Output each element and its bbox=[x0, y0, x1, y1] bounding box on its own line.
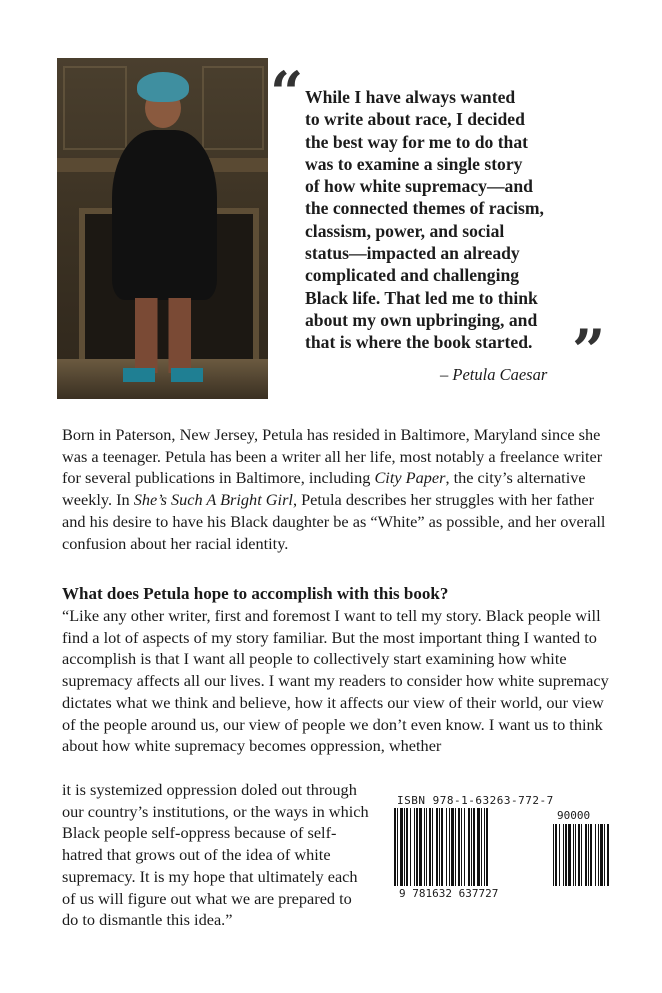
answer-text-continued: it is systemized oppression doled out through our country’s institutions, or the ways in which Black people self-oppress because of self-hatred that grows out of the idea of white supremacy. It is my hope that ultimately each of us will figure out what we are prepared to do to dismantle this idea.” bbox=[62, 780, 369, 930]
author-photo bbox=[57, 58, 268, 399]
pull-quote: While I have always wanted to write about race, I decided the best way for me to do that was to examine a single story of how white supremacy—and the connected themes of racism, classism, power, and social status—impacted an already complicated and challenging Black life. That led me to think about my own upbringing, and that is where the book started. bbox=[305, 87, 544, 353]
answer-text: “Like any other writer, first and foremost I want to tell my story. Black people will find a lot of aspects of my story familiar. But the most important thing I wanted to accomplish is that I want all people to collectively start examining how white supremacy affects all our lives. I want my readers to consider how white supremacy dictates what we think and believe, how it affects our view of their world, our view of the people around us, our view of people we don’t even know. I want us to think about how white supremacy becomes oppression, whether bbox=[62, 606, 609, 756]
price-addon-digits: 90000 bbox=[557, 809, 591, 822]
section-heading: What does Petula hope to accomplish with this book? bbox=[62, 584, 449, 603]
barcode-digits: 9 781632 637727 bbox=[399, 887, 499, 900]
quote-attribution: – Petula Caesar bbox=[440, 365, 548, 384]
isbn-label: ISBN 978-1-63263-772-7 bbox=[397, 794, 554, 807]
open-quote-mark: “ bbox=[270, 59, 304, 127]
close-quote-mark: ” bbox=[572, 317, 606, 385]
author-bio: Born in Paterson, New Jersey, Petula has resided in Baltimore, Maryland since she was a teenager. Petula has been a writer all her life, most notably a freelance writer for several publications in Baltimore, including City Paper, the city’s alternative weekly. In She’s Such A Bright Girl, Petula describes her struggles with her father and his desire to have his Black daughter be as “White” as possible, and her overall confusion about her racial identity. bbox=[62, 425, 606, 553]
